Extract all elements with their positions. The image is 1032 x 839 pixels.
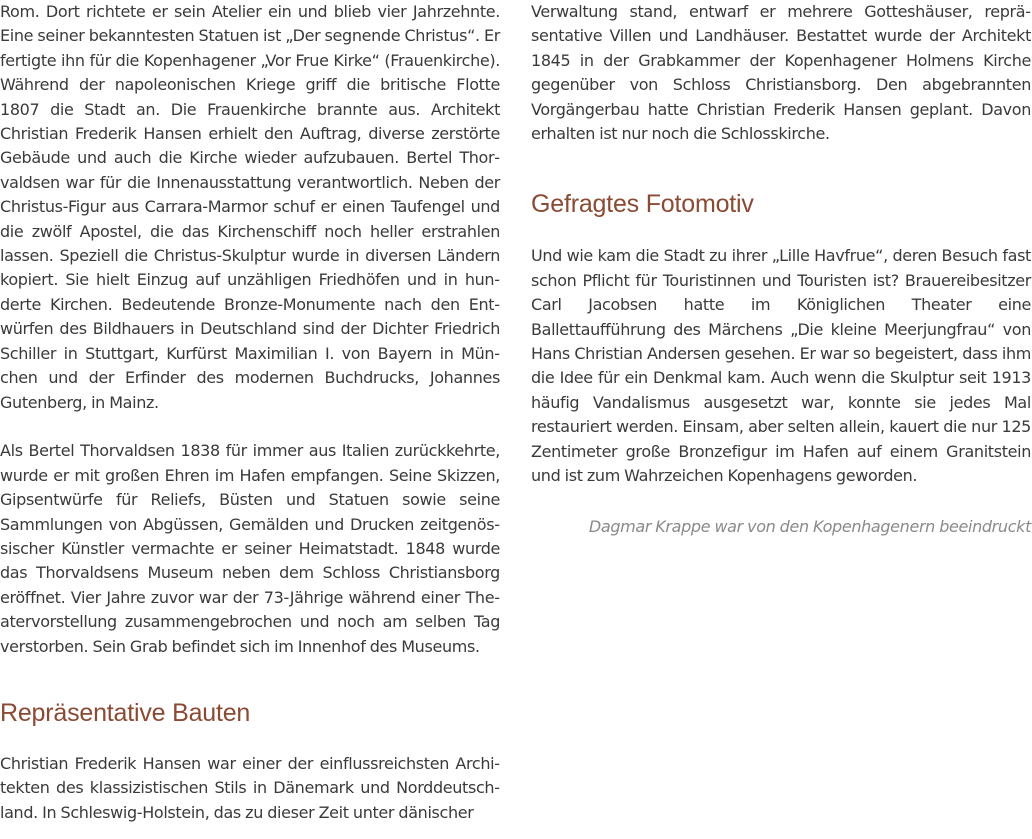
section-heading: Repräsentative Bauten (0, 699, 251, 728)
section-heading: Gefragtes Fotomotiv (531, 190, 754, 219)
body-paragraph: Rom. Dort richtete er sein Atelier ein und blieb vier Jahrzehnte. Eine seiner bekanntesten Statuen ist „Der segnende Christus“. Er fertigte ihn für die Kopenhagener „Vor Frue Kirke“ (Frauenkirche). Während der napoleonischen Kriege griff die britische Flotte 1807 die Stadt an. Die Frauenkirche brannte aus. Architekt Christian Frederik Hansen erhielt den Auftrag, diverse zerstörte Gebäude und auch die Kirche wieder aufzubauen. Bertel Thorvaldsen war für die Innenausstattung verantwortlich. Neben der Christus-Figur aus Carrara-Marmor schuf er einen Taufengel und die zwölf Apostel, die das Kirchenschiff noch heller erstrahlen lassen. Speziell die Christus-Skulptur wurde in diversen Ländern kopiert. Sie hielt Einzug auf unzähligen Friedhöfen und in hunderte Kirchen. Bedeutende Bronze-Monumente nach den Entwürfen des Bildhauers in Deutschland sind der Dichter Friedrich Schiller in Stuttgart, Kurfürst Maximilian I. von Bayern in München und der Erfinder des modernen Buchdrucks, Johannes Gutenberg, in Mainz. (0, 2, 500, 412)
body-paragraph: Und wie kam die Stadt zu ihrer „Lille Havfrue“, deren Besuch fast schon Pflicht für Touristinnen und Touristen ist? Brauereibesitzer Carl Jacobsen hatte im Königlichen Theater eine Ballettaufführung des Märchens „Die kleine Meerjungfrau“ von Hans Christian Andersen gesehen. Er war so begeistert, dass ihm die Idee für ein Denkmal kam. Auch wenn die Skulptur seit 1913 häufig Vandalismus ausgesetzt war, konnte sie jedes Mal restauriert werden. Einsam, aber selten allein, kauert die nur 125 Zentimeter große Bronzefigur im Hafen auf einem Granitstein und ist zum Wahrzeichen Kopenhagens geworden. (531, 246, 1031, 486)
body-paragraph: Christian Frederik Hansen war einer der einflussreichsten Architekten des klassizistischen Stils in Dänemark und Norddeutschland. In Schleswig-Holstein, das zu dieser Zeit unter dänischer (0, 754, 500, 822)
author-byline: Dagmar Krappe war von den Kopenhagenern beeindruckt (588, 516, 1031, 536)
left-column (0, 0, 500, 825)
right-column (531, 0, 1031, 539)
body-paragraph: Als Bertel Thorvaldsen 1838 für immer aus Italien zurückkehrte, wurde er mit großen Ehren im Hafen empfangen. Seine Skizzen, Gipsentwürfe für Reliefs, Büsten und Statuen sowie seine Sammlungen von Abgüssen, Gemälden und Drucken zeitgenössischer Künstler vermachte er seiner Heimatstadt. 1848 wurde das Thorvaldsens Museum neben dem Schloss Christiansborg eröffnet. Vier Jahre zuvor war der 73-Jährige während einer Theatervorstellung zusammengebrochen und noch am selben Tag verstorben. Sein Grab befindet sich im Innenhof des Museums. (0, 441, 500, 656)
body-paragraph: Verwaltung stand, entwarf er mehrere Gotteshäuser, repräsentative Villen und Landhäuser. Bestattet wurde der Architekt 1845 in der Grabkammer der Kopenhagener Holmens Kirche gegenüber von Schloss Christiansborg. Den abgebrannten Vorgängerbau hatte Christian Frederik Hansen geplant. Davon erhalten ist nur noch die Schlosskirche. (531, 2, 1031, 144)
